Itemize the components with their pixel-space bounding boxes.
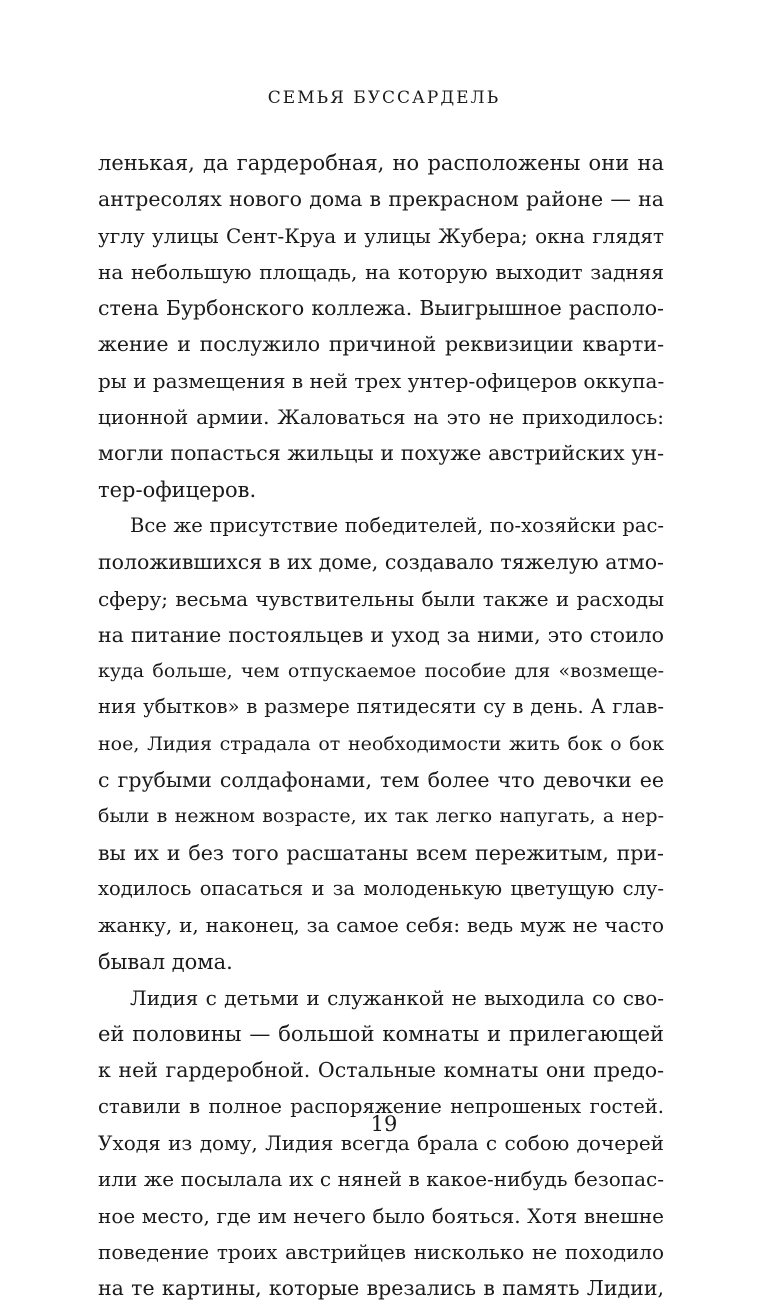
text-line: ное место, где им нечего было бояться. Хотя внешне [98, 1203, 664, 1228]
text-line: на небольшую площадь, на которую выходит задняя [98, 259, 664, 284]
text-line: углу улицы Сент-Круа и улицы Жубера; окна глядят [98, 223, 664, 248]
text-line: были в нежном возрасте, их так легко напугать, а нер- [98, 805, 664, 828]
text-line: сферу; весьма чувствительны были также и расходы [98, 586, 664, 611]
text-line: на питание постояльцев и уход за ними, это стоило [98, 622, 664, 647]
text-line: ния убытков» в размере пятидесяти су в день. А глав- [98, 695, 664, 719]
text-line: тер-офицеров. [98, 477, 257, 502]
text-line: поведение троих австрийцев нисколько не походило [98, 1239, 664, 1264]
text-line: антресолях нового дома в прекрасном районе — на [98, 187, 664, 212]
paragraph-2 [98, 508, 664, 980]
text-line: положившихся в их доме, создавало тяжелую атмо- [98, 550, 664, 575]
text-line: Уходя из дому, Лидия всегда брала с собою дочерей [98, 1131, 664, 1156]
text-line: могли попасться жильцы и похуже австрийских ун- [98, 441, 664, 466]
text-line: или же посылала их с няней в какое-нибудь безопас- [98, 1167, 664, 1192]
text-line: к ней гардеробной. Остальные комнаты они предо- [98, 1058, 664, 1083]
text-line: ходилось опасаться и за молоденькую цветущую слу- [98, 876, 664, 900]
text-line: вы их и без того расшатаны всем пережитым, при- [98, 840, 664, 865]
page-number: 19 [370, 1112, 398, 1136]
text-line: Лидия с детьми и служанкой не выходила со сво- [130, 985, 664, 1010]
text-line: ционной армии. Жаловаться на это не приходилось: [98, 405, 664, 430]
text-line: ры и размещения в ней трех унтер-офицеров оккупа- [98, 368, 664, 393]
paragraph-1 [98, 145, 664, 508]
text-line: бывал дома. [98, 949, 233, 974]
paragraph-3 [98, 980, 664, 1307]
text-line: ное, Лидия страдала от необходимости жить бок о бок [98, 732, 664, 755]
running-title: СЕМЬЯ БУССАРДЕЛЬ [267, 88, 501, 108]
text-line: жение и послужило причиной реквизиции кварти- [98, 332, 664, 357]
text-line: на те картины, которые врезались в память Лидии, [98, 1276, 664, 1301]
text-line: с грубыми солдафонами, тем более что девочки ее [98, 768, 664, 793]
text-line: жанку, и, наконец, за самое себя: ведь муж не часто [98, 913, 664, 938]
text-line: ей половины — большой комнаты и прилегающей [98, 1022, 664, 1047]
text-line: стена Бурбонского коллежа. Выигрышное располо- [98, 296, 664, 321]
text-line: Все же присутствие победителей, по-хозяйски рас- [130, 513, 664, 537]
text-line: куда больше, чем отпускаемое пособие для «возмеще- [98, 660, 664, 683]
text-line: ленькая, да гардеробная, но расположены они на [98, 151, 664, 175]
text-line: ставили в полное распоряжение непрошеных гостей. [98, 1094, 664, 1118]
